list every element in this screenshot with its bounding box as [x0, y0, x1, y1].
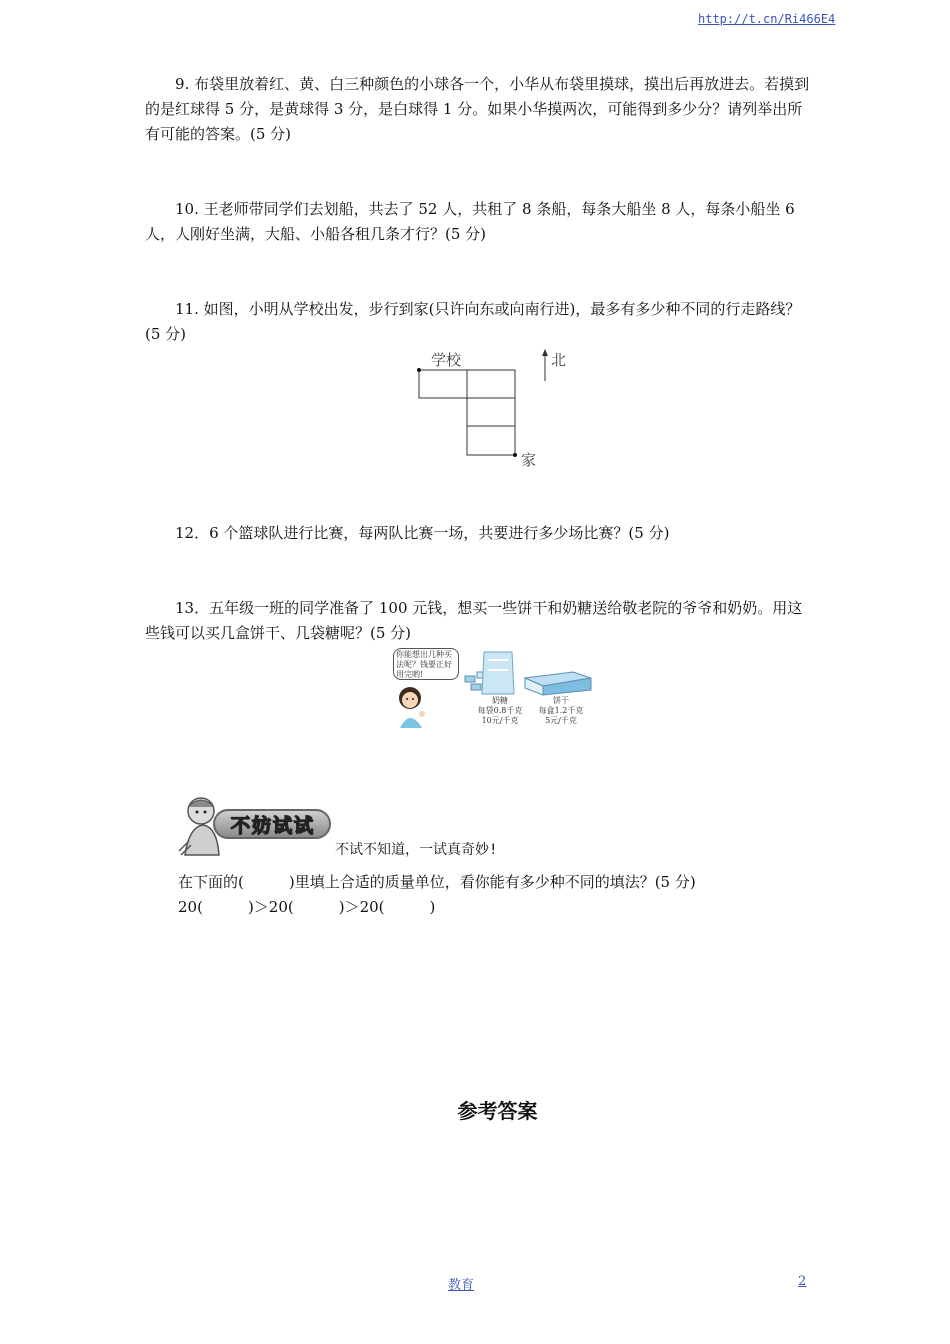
candy-info	[470, 696, 530, 726]
north-arrow-head-icon	[542, 349, 548, 356]
shopping-illustration	[388, 646, 593, 730]
candy-price: 10元/千克	[481, 716, 519, 725]
speech-bubble	[393, 648, 459, 680]
biscuit-info	[531, 696, 591, 726]
home-label: 家	[521, 451, 537, 469]
try-it-expression: 20( )＞20( )＞20( )	[178, 898, 436, 916]
north-label: 北	[551, 351, 567, 369]
question-12	[145, 521, 810, 546]
map-cell	[419, 370, 467, 398]
home-point	[513, 453, 517, 457]
biscuit-name: 饼干	[553, 696, 569, 705]
question-11	[145, 297, 810, 347]
candy-weight: 每袋0.8千克	[477, 706, 523, 715]
biscuit-price: 5元/千克	[545, 716, 577, 725]
girl-character-icon	[388, 682, 436, 730]
school-label: 学校	[431, 351, 462, 369]
school-point	[417, 368, 421, 372]
try-it-question	[178, 870, 818, 920]
answer-title: 参考答案	[457, 1099, 538, 1123]
try-it-question-text: 在下面的( )里填上合适的质量单位，看你能有多少种不同的填法？(5 分)	[178, 873, 696, 891]
try-it-slogan: 不试不知道，一试真奇妙!	[335, 842, 498, 858]
map-cell	[467, 398, 515, 426]
banner-title: 不妨试试	[230, 815, 315, 837]
question-10-text: 10. 王老师带同学们去划船，共去了 52 人，共租了 8 条船，每条大船坐 8 人，每条小船坐 6 人，人刚好坐满，大船、小船各租几条才行？(5 分)	[145, 200, 795, 243]
question-9	[145, 72, 810, 147]
question-11-text: 11. 如图，小明从学校出发，步行到家(只许向东或向南行进)，最多有多少种不同的行走路线？(5 分)	[145, 300, 801, 343]
question-10	[145, 197, 810, 247]
biscuit-box-icon	[523, 668, 593, 696]
biscuit-weight: 每盒1.2千克	[538, 706, 584, 715]
question-13-text: 13．五年级一班的同学准备了 100 元钱，想买一些饼干和奶糖送给敬老院的爷爷和奶奶。用这些钱可以买几盒饼干、几袋糖呢？(5 分)	[145, 599, 803, 642]
map-cell	[467, 426, 515, 455]
candy-name: 奶糖	[492, 696, 508, 705]
speech-bubble-text: 你能想出几种买法呢？钱要正好用完哟!	[396, 650, 452, 679]
candy-bag-icon	[480, 650, 516, 696]
map-cell	[467, 370, 515, 398]
question-13	[145, 596, 810, 646]
header-url-link[interactable]: http://t.cn/Ri466E4	[698, 12, 836, 26]
try-it-banner	[175, 795, 335, 857]
footer-link[interactable]: 教育	[448, 1278, 475, 1293]
route-map-figure	[412, 348, 572, 473]
question-9-text: 9. 布袋里放着红、黄、白三种颜色的小球各一个，小华从布袋里摸球，摸出后再放进去。若摸到的是红球得 5 分，是黄球得 3 分，是白球得 1 分。如果小华摸两次，可能得到多少分？请列举出所有可能的答案。(5 分)	[145, 75, 810, 143]
question-12-text: 12．6 个篮球队进行比赛，每两队比赛一场，共要进行多少场比赛？(5 分)	[175, 524, 670, 542]
page-number[interactable]: 2	[798, 1274, 807, 1289]
